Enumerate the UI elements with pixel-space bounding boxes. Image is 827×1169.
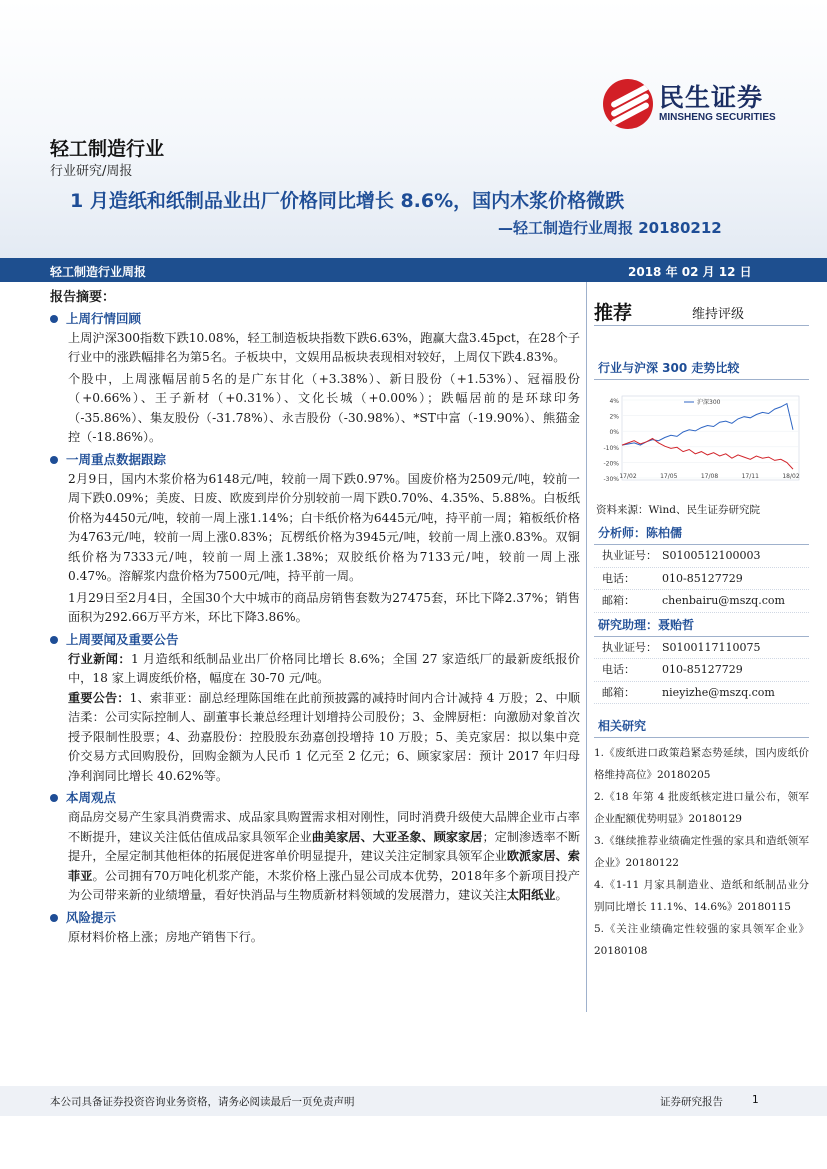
report-date: 2018 年 02 月 12 日	[628, 265, 752, 279]
rating-box	[594, 290, 809, 326]
y-tick-label: 4%	[609, 398, 619, 405]
view-text: ；定制渗透率不断提升，全屋定制其他柜体的拓展促进客单价明显提升，建议关注定制家具领军企业	[68, 829, 581, 863]
plot-frame	[622, 396, 799, 480]
y-tick-label: -30%	[603, 476, 619, 483]
related-item[interactable]: 1.《废纸进口政策趋紧态势延续，国内废纸价格维持高位》20180205	[594, 747, 809, 781]
paragraph: 2月9日，国内木浆价格为6148元/吨，较前一周下跌0.97%。国废价格为2509元/吨，较前一周下跌0.09%；美废、日废、欧废到岸价分别较前一周下跌0.70%、4.35%、5.88%。白板纸价格为4450元/吨，较前一周上涨1.14%；白卡纸价格为6445元/吨，持平前一周；箱板纸价格为4763元/吨，较前一周上涨0.83%；瓦楞纸价格为3945元/吨，较前一周上涨0.83%。双铜纸价格为7333元/吨，较前一周上涨1.38%；双胶纸价格为7133元/吨，较前一周上涨0.47%。溶解浆内盘价格为7500元/吨，持平前一周。	[68, 471, 580, 583]
assistant-row	[594, 659, 809, 682]
view-text: 商品房交易产生家具消费需求、成品家具购置需求相对刚性，同时消费升级使大品牌企业市占率不断提升，建议关注低估值成品家具领军企业	[68, 810, 580, 844]
industry-name: 轻工制造行业	[50, 138, 165, 160]
field-value: 010-85127729	[662, 571, 743, 585]
view-text: 。	[555, 888, 568, 902]
section-news	[50, 630, 580, 650]
field-label: 邮箱：	[602, 685, 635, 699]
footer	[0, 1086, 827, 1116]
section-view	[50, 788, 580, 808]
section-market-review	[50, 309, 580, 329]
paragraph: 个股中，上周涨幅居前5名的是广东甘化（+3.38%）、新日股份（+1.53%）、冠福股份（+0.66%）、王子新材（+0.31%）、文化长城（+0.00%）；跌幅居前的是环球印务（-35.86%）、集友股份（-31.78%）、永吉股份（-30.98%）、*ST中富（-19.90%）、熊猫金控（-18.86%）。	[68, 371, 580, 444]
summary-heading: 报告摘要：	[50, 290, 116, 305]
email-link[interactable]: nieyizhe@mszq.com	[662, 685, 775, 699]
related-item[interactable]: 2.《18 年第 4 批废纸核定进口量公布，领军企业配额优势明显》20180129	[594, 791, 809, 825]
trend-chart	[594, 388, 809, 496]
paragraph-industry-news	[50, 650, 580, 689]
paragraph-view	[50, 808, 580, 906]
paragraph: 上周沪深300指数下跌10.08%，轻工制造板块指数下跌6.63%，跑赢大盘3.45pct，在28个子行业中的涨跌幅排名为第5名。子板块中，文娱用品板块表现相对较好，上周仅下跌4.83%。	[68, 330, 580, 364]
report-series: 轻工制造行业周报	[50, 265, 147, 279]
field-value: S0100117110075	[662, 640, 761, 654]
column-divider	[586, 282, 587, 1012]
x-tick-label: 18/02	[782, 473, 800, 480]
series-line	[622, 404, 793, 446]
analyst-row	[594, 590, 809, 613]
rating-note: 维持评级	[692, 307, 745, 322]
trend-chart-svg	[594, 388, 809, 496]
announce-label: 重要公告：	[68, 690, 130, 705]
paragraph: 1月29日至2月4日，全国30个大中城市的商品房销售套数为27475套，环比下降2.37%；销售面积为292.66万平方米，环比下降3.86%。	[68, 590, 580, 624]
view-highlight: 欧派家居、索菲亚	[68, 849, 580, 883]
y-tick-label: -10%	[603, 444, 619, 452]
y-tick-label: 0%	[609, 429, 619, 437]
y-tick-label: 2%	[609, 413, 619, 421]
assistant-heading: 研究助理：聂贻哲	[594, 613, 809, 637]
bullet-icon	[50, 794, 58, 802]
assistant-row	[594, 637, 809, 660]
bullet-icon	[50, 456, 58, 464]
announce-text: 1、索菲亚：副总经理陈国维在此前预披露的减持时间内合计减持 4 万股；2、中顺洁柔：公司实际控制人、副董事长兼总经理计划增持公司股份；3、金牌厨柜：向激励对象首次授予限制性股票；4、劲嘉股份：控股股东劲嘉创投增持 10 万股；5、美克家居：拟以集中竞价交易方式回购股份，回购金额为人民币 1 亿元至 2 亿元；6、顾家家居：预计 2017 年归母净利润同比增长 40.62%等。	[68, 690, 581, 783]
brand-name-cn: 民生证券	[659, 83, 764, 112]
field-label: 执业证号：	[602, 640, 657, 654]
related-item[interactable]: 4.《1-11 月家具制造业、造纸和纸制品业分别同比增长 11.1%、14.6%》20180115	[594, 879, 809, 913]
analyst-heading: 分析师：陈柏儒	[594, 521, 809, 545]
x-tick-label: 17/02	[619, 473, 637, 480]
paragraph-announcements	[50, 689, 580, 787]
analyst-row	[594, 545, 809, 568]
field-value: 010-85127729	[662, 663, 743, 676]
page-subtitle: —轻工制造行业周报 20180212	[498, 219, 722, 237]
bullet-icon	[50, 914, 58, 922]
related-heading: 相关研究	[594, 714, 809, 738]
bullet-icon	[50, 636, 58, 644]
minsheng-logo-icon	[603, 79, 653, 129]
section-data-tracking	[50, 450, 580, 470]
bullet-icon	[50, 315, 58, 323]
legend-label: 沪深300	[697, 399, 721, 406]
related-item[interactable]: 3.《继续推荐业绩确定性强的家具和造纸领军企业》20180122	[594, 835, 809, 869]
assistant-row	[594, 682, 809, 705]
news-text: 1 月造纸和纸制品业出厂价格同比增长 8.6%；全国 27 家造纸厂的最新废纸报价中，18 家上调废纸价格，幅度在 30-70 元/吨。	[68, 651, 580, 685]
related-list	[594, 738, 809, 962]
section-title: 一周重点数据跟踪	[66, 451, 167, 467]
disclaimer: 本公司具备证券投资咨询业务资格，请务必阅读最后一页免责声明	[50, 1096, 355, 1108]
field-label: 邮箱：	[602, 594, 635, 607]
brand-name-en: MINSHENG SECURITIES	[659, 112, 776, 123]
report-label: 证券研究报告	[660, 1096, 723, 1108]
title-band	[0, 258, 827, 282]
report-type: 行业研究/周报	[50, 164, 133, 179]
paragraph: 原材料价格上涨；房地产销售下行。	[68, 929, 263, 944]
related-item[interactable]: 5.《关注业绩确定性较强的家具领军企业》20180108	[594, 923, 809, 957]
page-title: 1 月造纸和纸制品业出厂价格同比增长 8.6%，国内木浆价格微跌	[70, 190, 625, 212]
field-label: 电话：	[602, 663, 635, 676]
rating: 推荐	[594, 302, 633, 324]
page-number: 1	[752, 1094, 759, 1106]
view-text: 。公司拥有70万吨化机浆产能，木浆价格上涨凸显公司成本优势，2018年多个新项目投产为公司带来新的业绩增量，看好快消品与生物质新材料领域的发展潜力，建议关注	[68, 868, 580, 902]
analyst-row	[594, 568, 809, 591]
series-line	[622, 439, 793, 470]
email-link[interactable]: chenbairu@mszq.com	[662, 594, 785, 607]
field-label: 电话：	[602, 571, 635, 585]
x-tick-label: 17/11	[741, 473, 759, 480]
chart-source: 资料来源：Wind、民生证券研究院	[596, 504, 760, 516]
sidebar	[594, 290, 809, 962]
x-tick-label: 17/05	[660, 473, 678, 480]
field-label: 执业证号：	[602, 549, 657, 562]
x-tick-label: 17/08	[700, 473, 719, 480]
section-risk	[50, 908, 580, 928]
section-title: 上周要闻及重要公告	[66, 631, 179, 647]
section-title: 上周行情回顾	[66, 310, 142, 326]
news-label: 行业新闻：	[68, 651, 132, 666]
chart-heading: 行业与沪深 300 走势比较	[594, 356, 809, 380]
y-tick-label: -20%	[603, 460, 619, 468]
field-value: S0100512100003	[662, 549, 761, 562]
section-title: 风险提示	[66, 909, 117, 925]
summary-column	[50, 288, 580, 947]
brand-logo	[603, 79, 776, 129]
view-highlight: 曲美家居、大亚圣象、顾家家居	[311, 829, 483, 844]
section-title: 本周观点	[66, 790, 117, 805]
view-highlight: 太阳纸业	[506, 888, 556, 902]
